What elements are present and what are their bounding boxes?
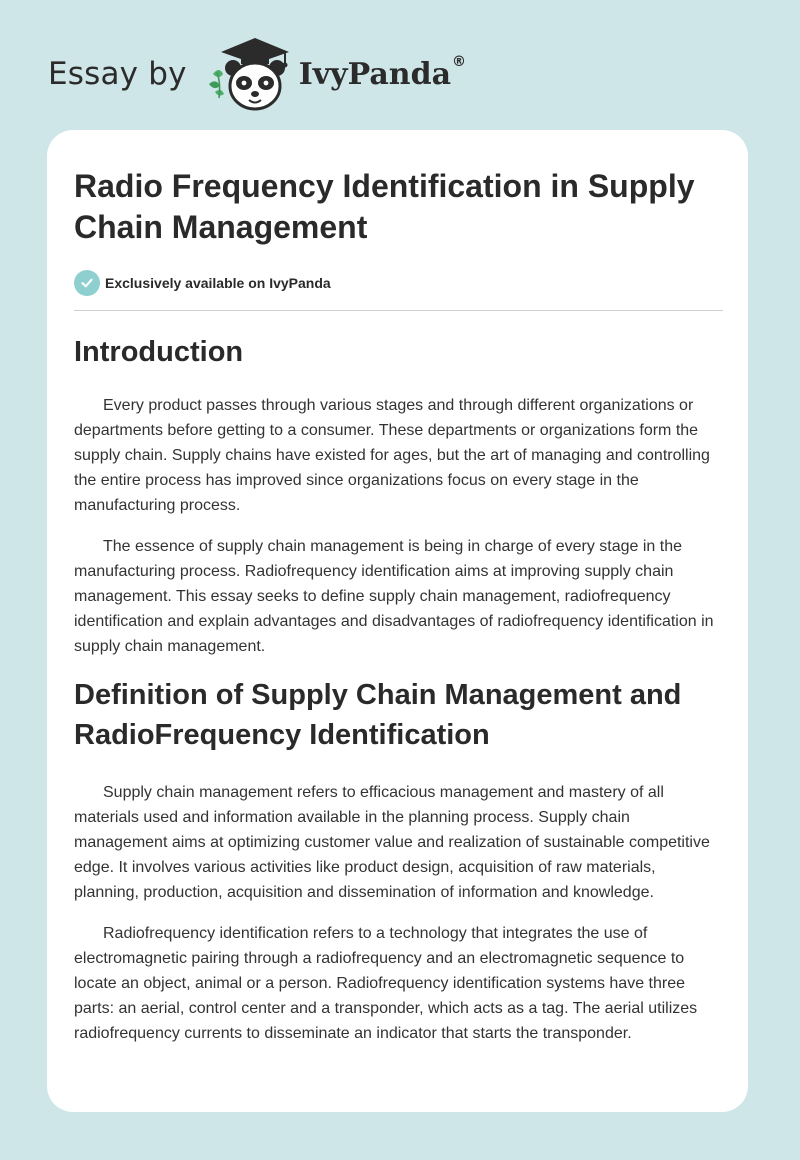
- essay-card: [47, 130, 748, 1112]
- brand-name: IvyPanda: [298, 56, 452, 92]
- exclusive-badge: [74, 270, 724, 296]
- site-header-brand[interactable]: [48, 34, 466, 114]
- exclusive-badge-label: Exclusively available on IvyPanda: [105, 275, 331, 291]
- brand-prefix: Essay by: [48, 56, 187, 92]
- registered-mark: ®: [452, 54, 467, 70]
- essay-title: Radio Frequency Identification in Supply Chain Management: [74, 168, 695, 245]
- paragraph: Radiofrequency identification refers to a technology that integrates the use of electromagnetic pairing through a radiofrequency and an electromagnetic sequence to locate an object, animal or a person. Radiofrequency identification systems have three parts: an aerial, control center and a transponder, which acts as a tag. The aerial utilizes radiofrequency currents to disseminate an indicator that starts the transponder.: [74, 925, 698, 1042]
- panda-logo-icon: [201, 34, 293, 114]
- essay-content: [74, 130, 724, 1046]
- check-icon: [74, 270, 100, 296]
- paragraph: Supply chain management refers to efficacious management and mastery of all materials used and information available in the planning process. Supply chain management aims at optimizing customer value and realization of sustainable competitive edge. It involves various activities like product design, acquisition of raw materials, planning, production, acquisition and dissemination of information and knowledge.: [74, 784, 710, 901]
- section-heading-definition: Definition of Supply Chain Management and RadioFrequency Identification: [74, 679, 682, 751]
- title-divider: [74, 310, 723, 311]
- paragraph: Every product passes through various stages and through different organizations or departments before getting to a consumer. These departments or organizations form the supply chain. Supply chains have existed for ages, but the art of managing and controlling the entire process has improved since organizations focus on every stage in the manufacturing process.: [74, 397, 710, 514]
- paragraph: The essence of supply chain management is being in charge of every stage in the manufacturing process. Radiofrequency identification aims at improving supply chain management. This essay seeks to define supply chain management, radiofrequency identification and explain advantages and disadvantages of radiofrequency identification in supply chain management.: [74, 538, 714, 655]
- section-heading-introduction: Introduction: [74, 336, 244, 368]
